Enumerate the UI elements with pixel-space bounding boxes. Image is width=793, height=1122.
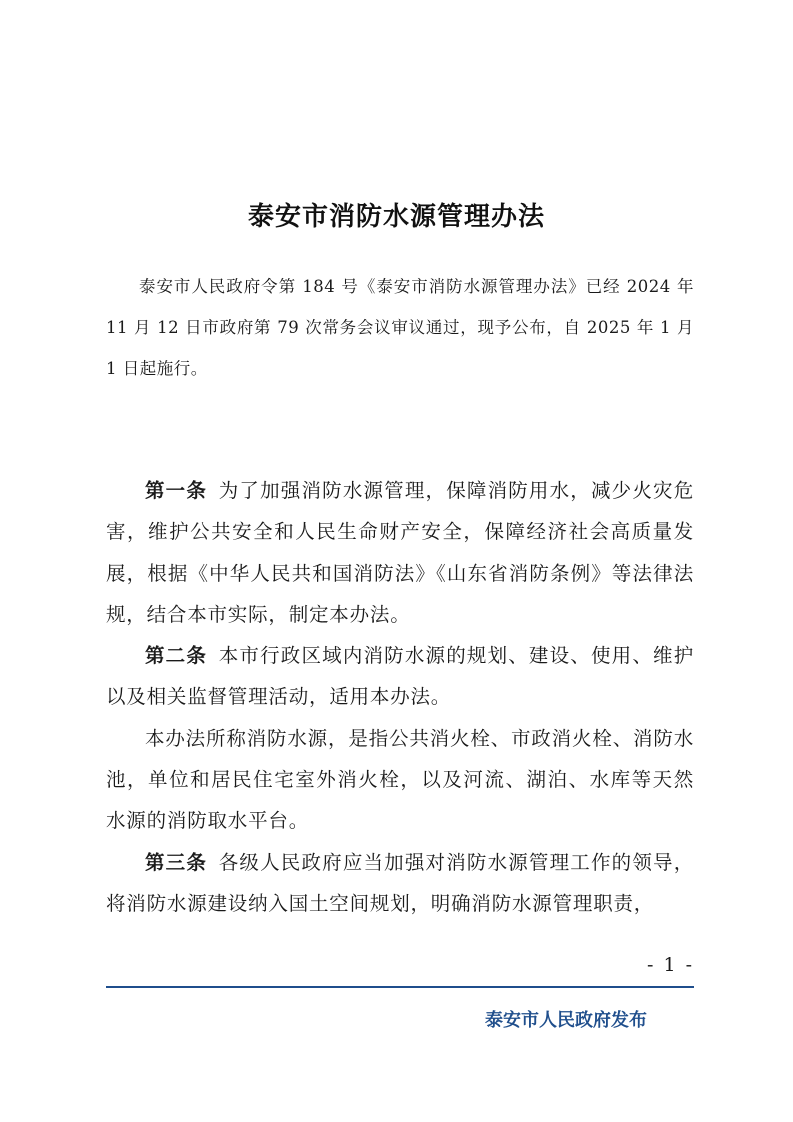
article-1-text: 为了加强消防水源管理，保障消防用水，减少火灾危害，维护公共安全和人民生命财产安全，保障经济社会高质量发展，根据《中华人民共和国消防法》《山东省消防条例》等法律法规，结合本市实际，制定本办法。 xyxy=(106,479,694,626)
article-3 xyxy=(106,842,694,925)
article-3-text: 各级人民政府应当加强对消防水源管理工作的领导，将消防水源建设纳入国土空间规划，明确消防水源管理职责， xyxy=(106,850,694,915)
article-2 xyxy=(106,635,694,718)
publisher-label: 泰安市人民政府发布 xyxy=(485,1010,647,1031)
article-2-label: 第二条 xyxy=(145,644,208,668)
article-2-paragraph-2-text: 本办法所称消防水源，是指公共消火栓、市政消火栓、消防水池，单位和居民住宅室外消火栓，以及河流、湖泊、水库等天然水源的消防取水平台。 xyxy=(106,726,694,833)
footer-divider xyxy=(106,986,694,988)
page-number: - 1 - xyxy=(646,954,694,976)
decree-preamble: 泰安市人民政府令第 184 号《泰安市消防水源管理办法》已经 2024 年 11 月 12 日市政府第 79 次常务会议审议通过，现予公布，自 2025 年 1 月 1 日起施行。 xyxy=(106,277,694,378)
page-title: 泰安市消防水源管理办法 xyxy=(247,202,545,232)
articles-body xyxy=(106,470,694,924)
article-2-paragraph-2 xyxy=(106,718,694,842)
article-1-label: 第一条 xyxy=(145,479,208,502)
article-3-label: 第三条 xyxy=(145,850,208,874)
article-2-text: 本市行政区域内消防水源的规划、建设、使用、维护以及相关监督管理活动，适用本办法。 xyxy=(106,644,694,709)
article-1 xyxy=(106,470,694,635)
